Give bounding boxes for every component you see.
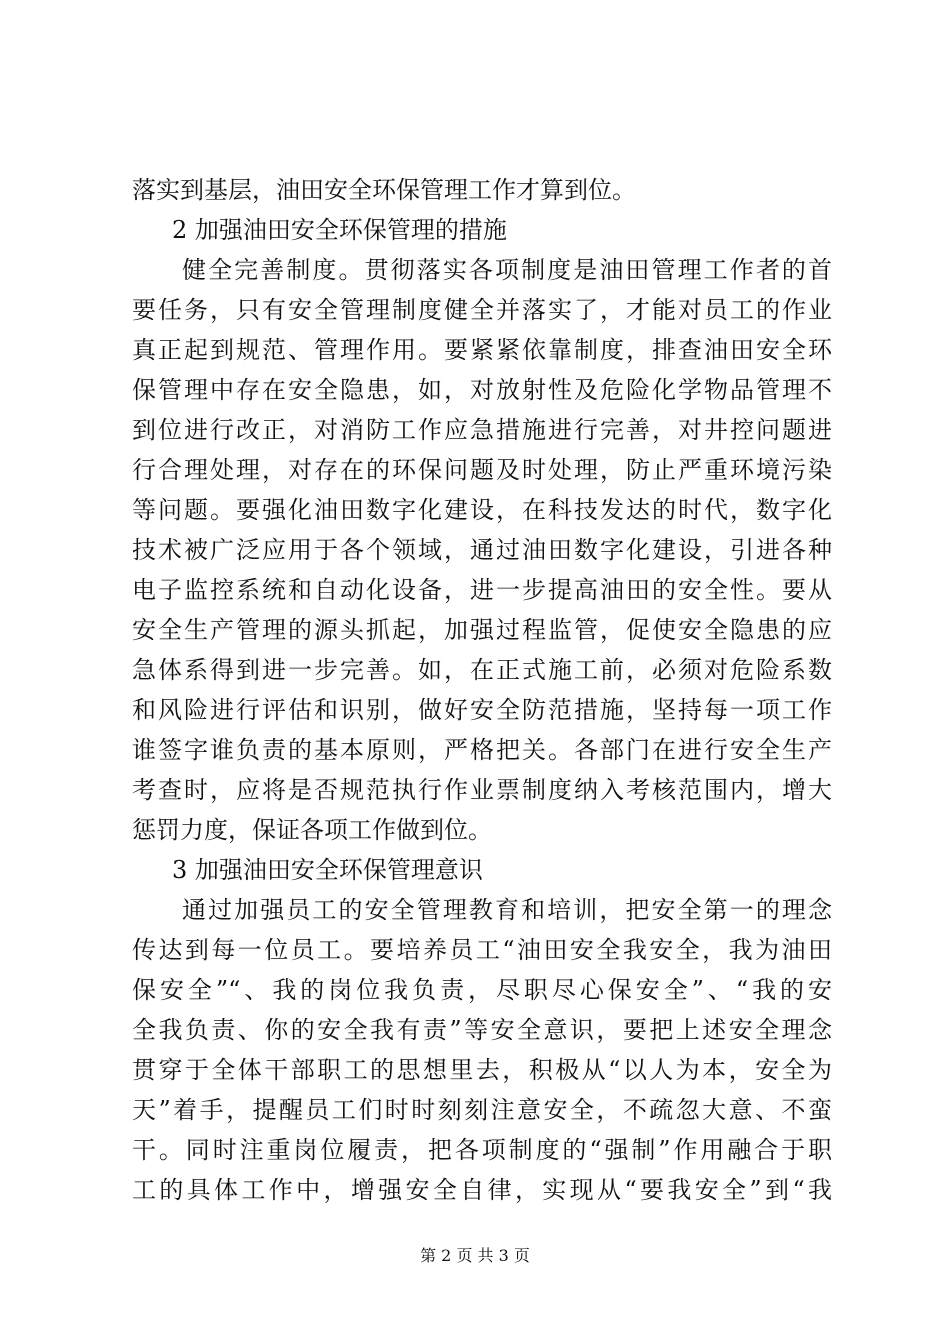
- page-footer: 第 2 页 共 3 页: [420, 1246, 530, 1265]
- body-line: 传达到每一位员工。要培养员工“油田安全我安全，我为油田: [132, 936, 832, 964]
- body-line: 和风险进行评估和识别，做好安全防范措施，坚持每一项工作: [132, 696, 832, 724]
- body-line: 急体系得到进一步完善。如，在正式施工前，必须对危险系数: [132, 656, 832, 684]
- body-line: 天”着手，提醒员工们时时刻刻注意安全，不疏忽大意、不蛮: [132, 1096, 832, 1124]
- body-line: 通过加强员工的安全管理教育和培训，把安全第一的理念: [182, 896, 832, 924]
- body-line: 干。同时注重岗位履责，把各项制度的“强制”作用融合于职: [132, 1136, 832, 1164]
- body-line: 真正起到规范、管理作用。要紧紧依靠制度，排查油田安全环: [132, 336, 832, 364]
- body-line: 考查时，应将是否规范执行作业票制度纳入考核范围内，增大: [132, 776, 832, 804]
- body-line: 行合理处理，对存在的环保问题及时处理，防止严重环境污染: [132, 456, 832, 484]
- body-line: 到位进行改正，对消防工作应急措施进行完善，对井控问题进: [132, 416, 832, 444]
- body-line: 惩罚力度，保证各项工作做到位。: [132, 816, 492, 844]
- body-line: 电子监控系统和自动化设备，进一步提高油田的安全性。要从: [132, 576, 832, 604]
- body-line: 工的具体工作中，增强安全自律，实现从“要我安全”到“我: [132, 1176, 832, 1204]
- body-line: 技术被广泛应用于各个领域，通过油田数字化建设，引进各种: [132, 536, 832, 564]
- body-line: 安全生产管理的源头抓起，加强过程监管，促使安全隐患的应: [132, 616, 832, 644]
- section-heading-3: 3 加强油田安全环保管理意识: [172, 856, 483, 884]
- body-line: 谁签字谁负责的基本原则，严格把关。各部门在进行安全生产: [132, 736, 832, 764]
- body-line: 要任务，只有安全管理制度健全并落实了，才能对员工的作业: [132, 296, 832, 324]
- section-heading-2: 2 加强油田安全环保管理的措施: [172, 216, 507, 244]
- body-line: 健全完善制度。贯彻落实各项制度是油田管理工作者的首: [182, 256, 832, 284]
- body-line: 等问题。要强化油田数字化建设，在科技发达的时代，数字化: [132, 496, 832, 524]
- body-line: 保安全”“、我的岗位我负责，尽职尽心保安全”、“我的安: [132, 976, 832, 1004]
- body-line: 落实到基层，油田安全环保管理工作才算到位。: [132, 176, 636, 204]
- body-line: 贯穿于全体干部职工的思想里去，积极从“以人为本，安全为: [132, 1056, 832, 1084]
- body-line: 保管理中存在安全隐患，如，对放射性及危险化学物品管理不: [132, 376, 832, 404]
- body-line: 全我负责、你的安全我有责”等安全意识，要把上述安全理念: [132, 1016, 832, 1044]
